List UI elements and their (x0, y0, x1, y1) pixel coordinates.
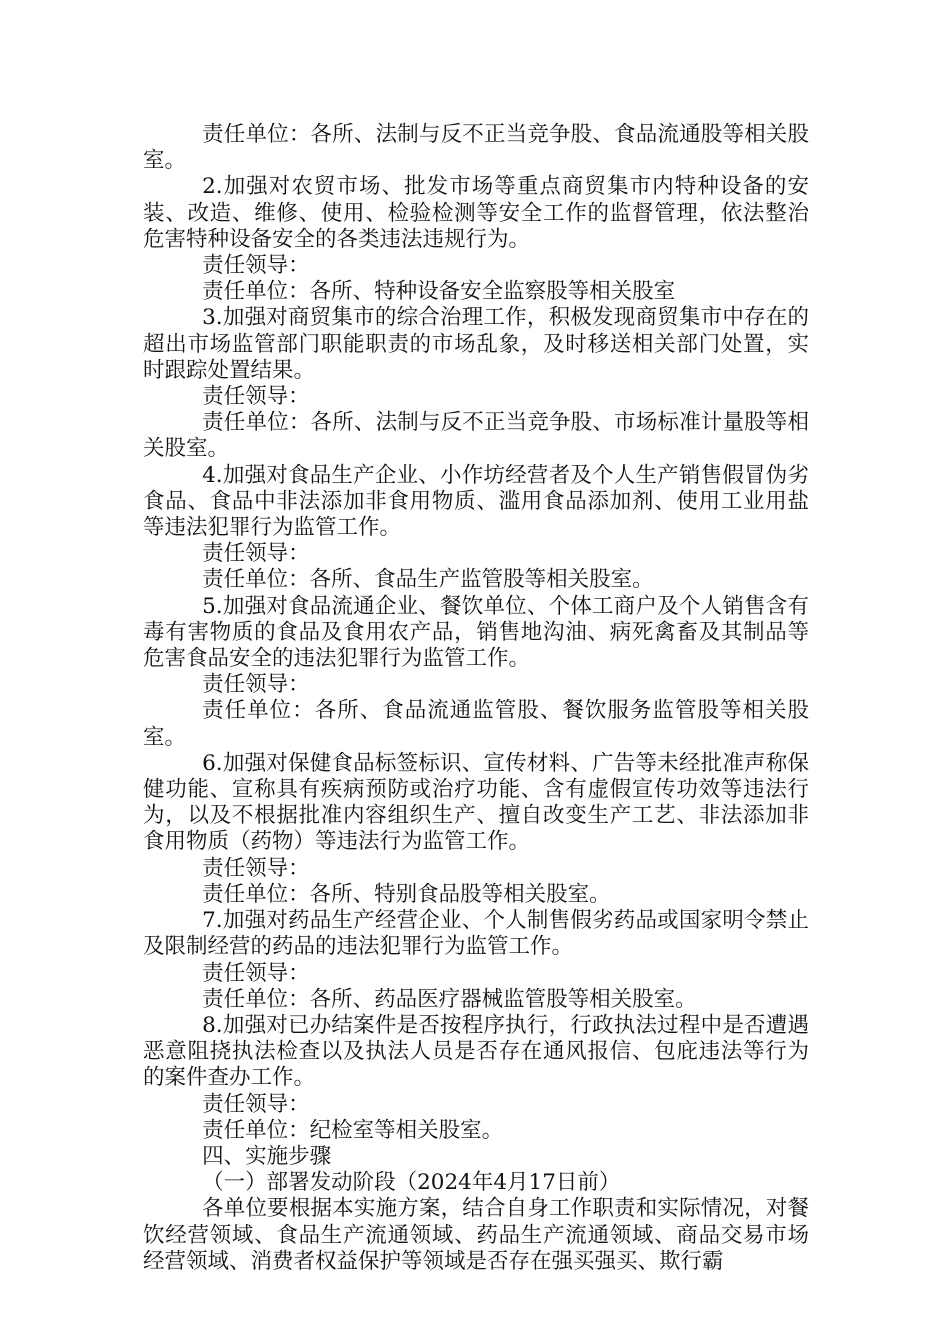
paragraph-15: 责任领导： (202, 855, 310, 881)
paragraph-14: 6.加强对保健食品标签标识、宣传材料、广告等未经批准声称保健功能、宣称具有疾病预防或治疗功能、含有虚假宣传功效等违法行为，以及不根据批准内容组织生产、擅自改变生产工艺、非法添加非食用物质（药物）等违法行为监管工作。 (143, 750, 809, 855)
subsection-heading: （一）部署发动阶段（2024年4月17日前） (202, 1170, 621, 1196)
paragraph-3: 责任领导： (202, 253, 310, 279)
paragraph-16: 责任单位：各所、特别食品股等相关股室。 (202, 881, 611, 907)
document-body (143, 122, 809, 1275)
paragraph-5: 3.加强对商贸集市的综合治理工作，积极发现商贸集市中存在的超出市场监管部门职能职责的市场乱象，及时移送相关部门处置，实时跟踪处置结果。 (143, 305, 809, 383)
paragraph-10: 责任单位：各所、食品生产监管股等相关股室。 (202, 567, 654, 593)
paragraph-20: 8.加强对已办结案件是否按程序执行，行政执法过程中是否遭遇恶意阻挠执法检查以及执法人员是否存在通风报信、包庇违法等行为的案件查办工作。 (143, 1012, 809, 1091)
paragraph-8: 4.加强对食品生产企业、小作坊经营者及个人生产销售假冒伪劣食品、食品中非法添加非食用物质、滥用食品添加剂、使用工业用盐等违法犯罪行为监管工作。 (143, 462, 809, 541)
paragraph-13: 责任单位：各所、食品流通监管股、餐饮服务监管股等相关股室。 (143, 698, 809, 750)
paragraph-19: 责任单位：各所、药品医疗器械监管股等相关股室。 (202, 986, 697, 1012)
paragraph-9: 责任领导： (202, 541, 310, 567)
paragraph-2: 2.加强对农贸市场、批发市场等重点商贸集市内特种设备的安装、改造、维修、使用、检验检测等安全工作的监督管理，依法整治危害特种设备安全的各类违法违规行为。 (143, 174, 809, 252)
paragraph-25: 各单位要根据本实施方案，结合自身工作职责和实际情况，对餐饮经营领域、食品生产流通领域、药品生产流通领域、商品交易市场经营领域、消费者权益保护等领域是否存在强买强买、欺行霸 (143, 1196, 809, 1274)
section-heading: 四、实施步骤 (202, 1143, 332, 1169)
paragraph-4: 责任单位：各所、特种设备安全监察股等相关股室 (202, 279, 676, 305)
paragraph-21: 责任领导： (202, 1091, 310, 1117)
paragraph-18: 责任领导： (202, 960, 310, 986)
paragraph-12: 责任领导： (202, 672, 310, 698)
paragraph-1: 责任单位：各所、法制与反不正当竞争股、食品流通股等相关股室。 (143, 122, 809, 174)
paragraph-22: 责任单位：纪检室等相关股室。 (202, 1117, 504, 1143)
paragraph-17: 7.加强对药品生产经营企业、个人制售假劣药品或国家明令禁止及限制经营的药品的违法犯罪行为监管工作。 (143, 908, 809, 960)
paragraph-11: 5.加强对食品流通企业、餐饮单位、个体工商户及个人销售含有毒有害物质的食品及食用农产品，销售地沟油、病死禽畜及其制品等危害食品安全的违法犯罪行为监管工作。 (143, 593, 809, 672)
paragraph-7: 责任单位：各所、法制与反不正当竞争股、市场标准计量股等相关股室。 (143, 410, 809, 462)
paragraph-6: 责任领导： (202, 384, 310, 410)
